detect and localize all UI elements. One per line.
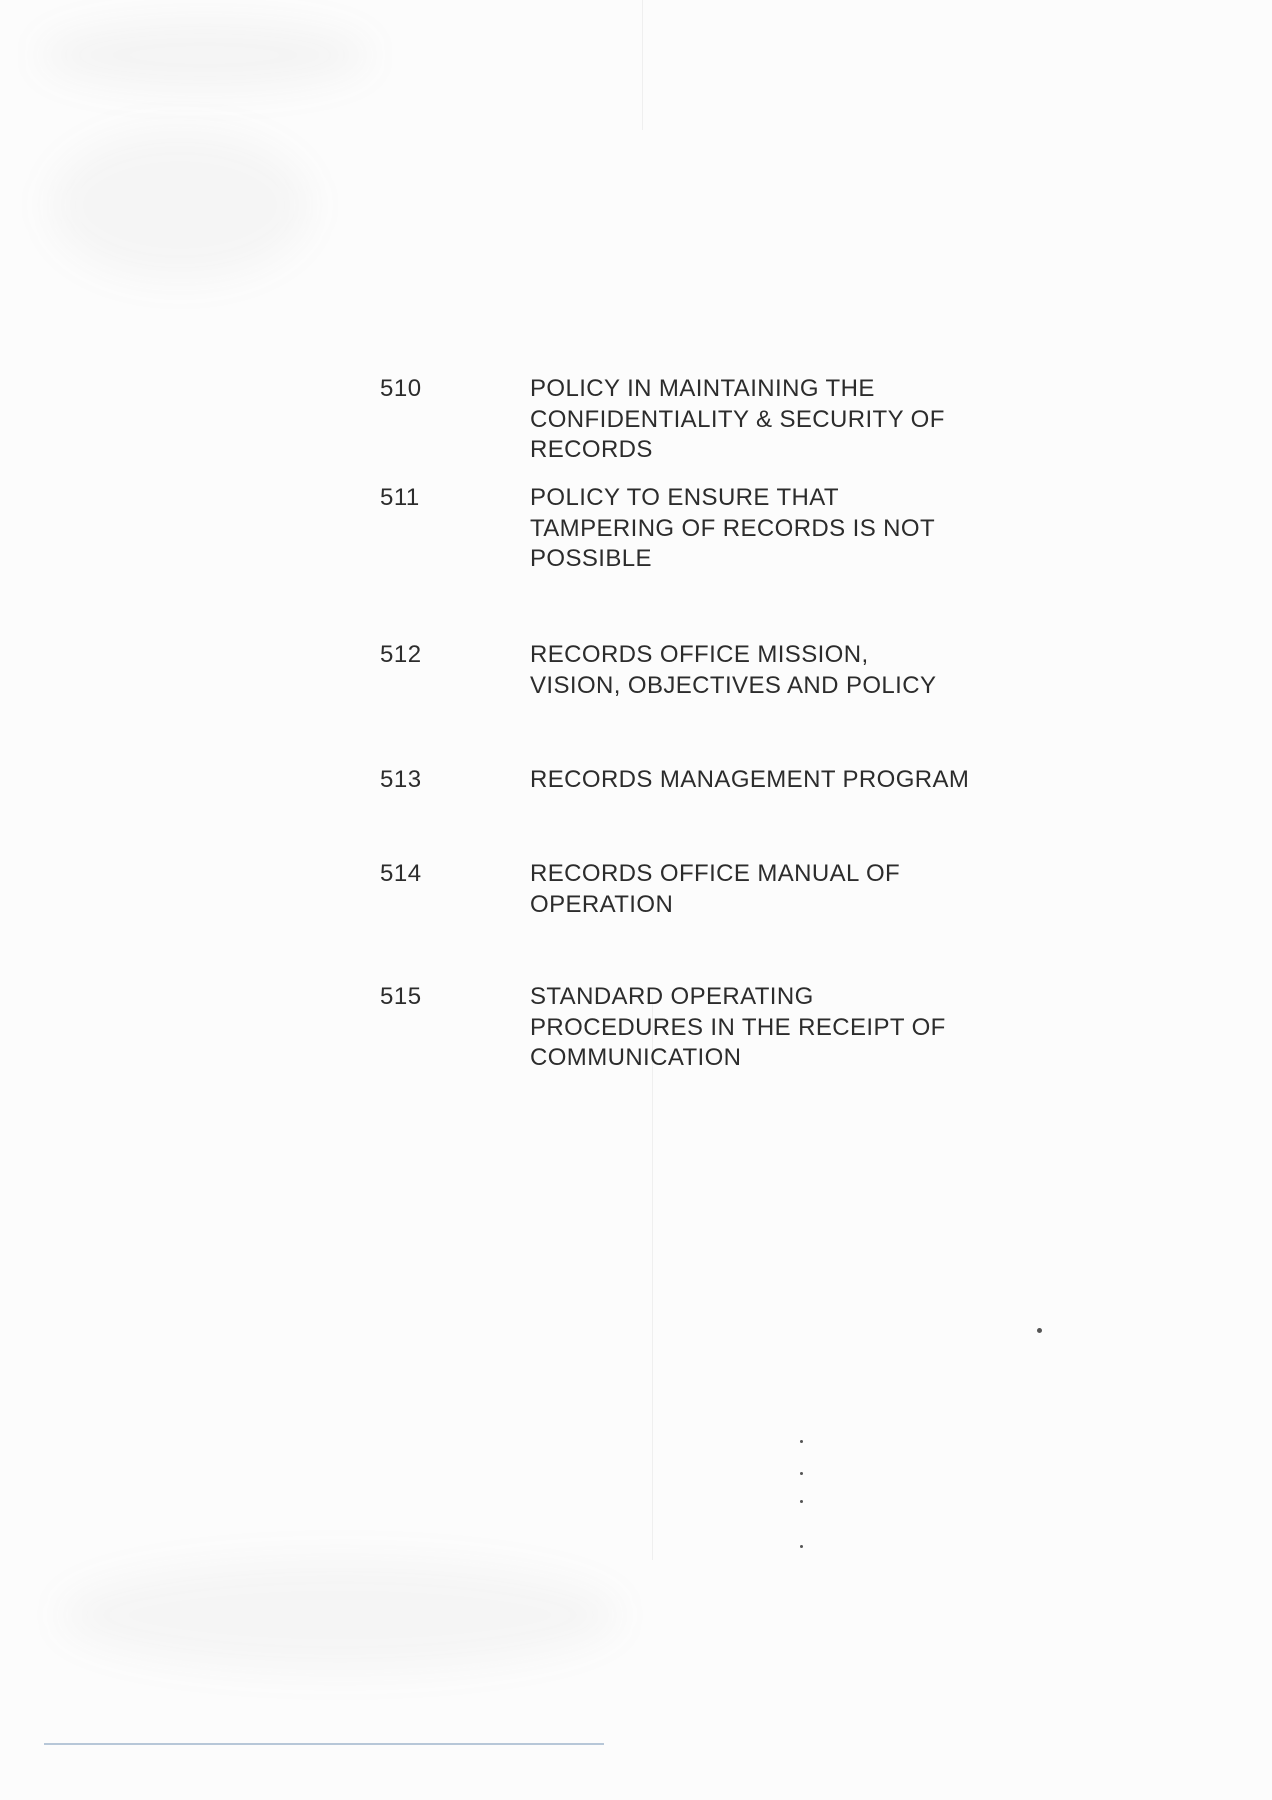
toc-entry-title bbox=[530, 765, 1050, 796]
toc-entry-title bbox=[530, 859, 1050, 920]
toc-entry-title bbox=[530, 640, 1050, 701]
toc-entry-511 bbox=[380, 483, 1080, 575]
toc-title-line: TAMPERING OF RECORDS IS NOT bbox=[530, 514, 936, 542]
toc-entry-title bbox=[530, 374, 1050, 466]
toc-title-line: POSSIBLE bbox=[530, 545, 652, 572]
toc-entry-title bbox=[530, 982, 1050, 1074]
toc-entry-number: 514 bbox=[380, 860, 422, 887]
toc-entry-515 bbox=[380, 982, 1080, 1074]
toc-title-line: RECORDS bbox=[530, 436, 653, 463]
toc-entry-number: 515 bbox=[380, 983, 422, 1010]
toc-entry-513 bbox=[380, 765, 1080, 796]
toc-entry-number: 513 bbox=[380, 766, 422, 793]
toc-title-line: RECORDS OFFICE MISSION, bbox=[530, 641, 869, 668]
toc-entry-number: 511 bbox=[380, 484, 420, 511]
toc-title-line: RECORDS MANAGEMENT PROGRAM bbox=[530, 766, 970, 793]
toc-entry-512 bbox=[380, 640, 1080, 701]
toc-entry-number: 510 bbox=[380, 375, 422, 402]
toc-title-line: CONFIDENTIALITY & SECURITY OF bbox=[530, 405, 945, 433]
toc-title-line: STANDARD OPERATING bbox=[530, 983, 814, 1010]
toc-title-line: VISION, OBJECTIVES AND POLICY bbox=[530, 671, 937, 699]
toc-title-line: POLICY TO ENSURE THAT bbox=[530, 484, 839, 511]
toc-entry-510 bbox=[380, 374, 1080, 466]
toc-entry-title bbox=[530, 483, 1050, 575]
toc-title-line: OPERATION bbox=[530, 890, 674, 918]
toc-entry-514 bbox=[380, 859, 1080, 920]
toc-entry-number: 512 bbox=[380, 641, 422, 668]
toc-title-line: POLICY IN MAINTAINING THE bbox=[530, 375, 875, 402]
toc-title-line: PROCEDURES IN THE RECEIPT OF bbox=[530, 1013, 946, 1041]
toc-title-line: RECORDS OFFICE MANUAL OF bbox=[530, 860, 901, 887]
toc-title-line: COMMUNICATION bbox=[530, 1044, 742, 1071]
